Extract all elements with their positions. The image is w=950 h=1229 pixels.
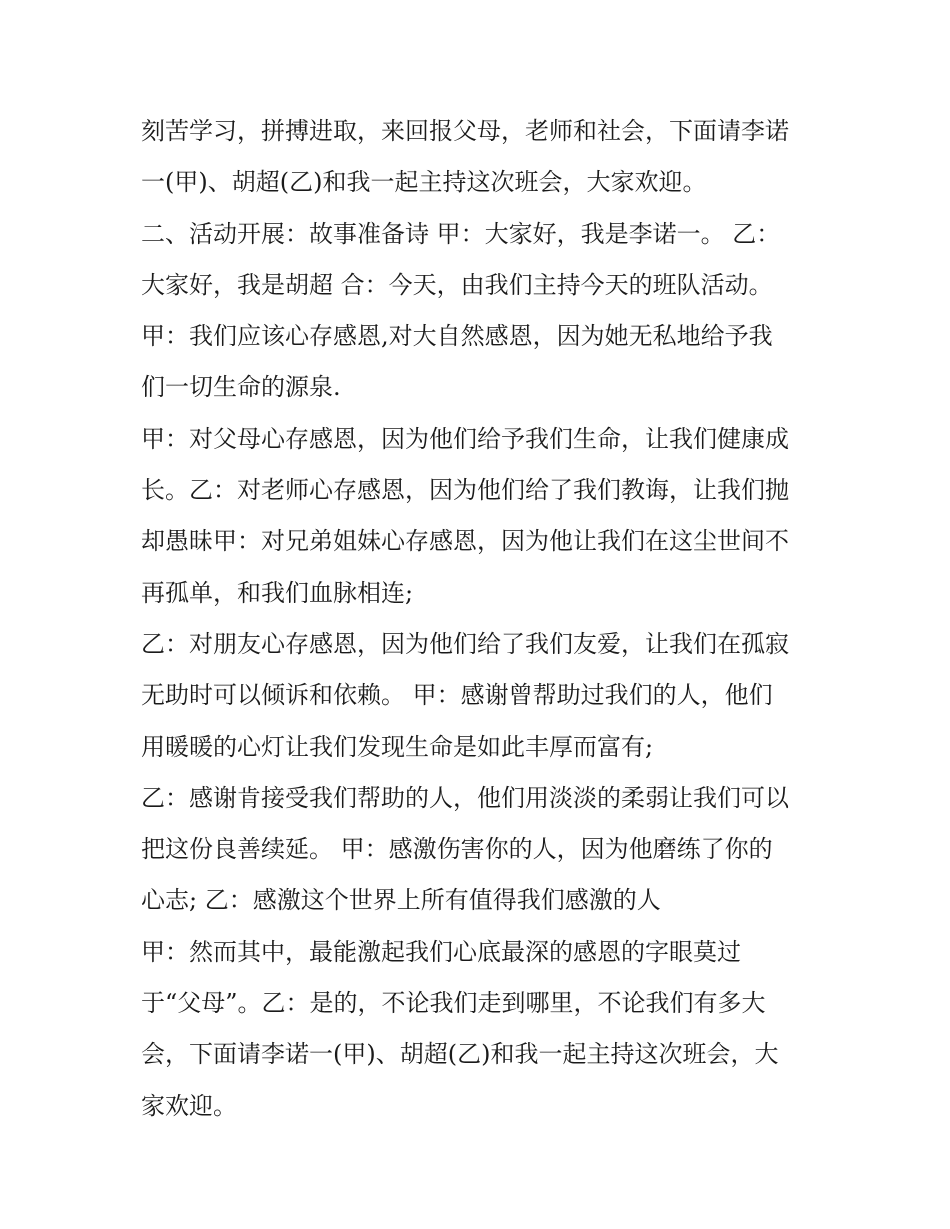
text-line: 用暖暖的心灯让我们发现生命是如此丰厚而富有; [141, 732, 654, 761]
text-line: 乙：对朋友心存感恩，因为他们给了我们友爱，让我们在孤寂 [141, 629, 789, 658]
text-line: 甲：对父母心存感恩，因为他们给予我们生命，让我们健康成 [141, 424, 789, 453]
text-line: 们一切生命的源泉. [141, 373, 341, 402]
text-line: 长。乙：对老师心存感恩，因为他们给了我们教诲，让我们抛 [141, 476, 789, 505]
text-line: 无助时可以倾诉和依赖。 甲：感谢曾帮助过我们的人，他们 [141, 681, 773, 710]
text-line: 甲：我们应该心存感恩,对大自然感恩，因为她无私地给予我 [141, 322, 773, 351]
body-text [141, 106, 821, 1132]
text-line: 甲：然而其中，最能激起我们心底最深的感恩的字眼莫过 [141, 937, 741, 966]
text-line: 心志; 乙：感激这个世界上所有值得我们感激的人 [141, 886, 661, 915]
text-line: 家欢迎。 [141, 1091, 237, 1120]
text-line: 刻苦学习，拼搏进取，来回报父母，老师和社会，下面请李诺 [141, 117, 789, 145]
text-line: 一(甲)、胡超(乙)和我一起主持这次班会，大家欢迎。 [141, 168, 707, 197]
text-line: 二、活动开展：故事准备诗 甲：大家好，我是李诺一。 乙： [141, 219, 781, 248]
text-line: 再孤单，和我们血脉相连; [141, 578, 414, 607]
text-line: 却愚昧甲：对兄弟姐妹心存感恩，因为他让我们在这尘世间不 [141, 527, 789, 556]
text-line: 乙：感谢肯接受我们帮助的人，他们用淡淡的柔弱让我们可以 [141, 783, 789, 812]
text-line: 大家好，我是胡超 合：今天，由我们主持今天的班队活动。 [141, 270, 773, 299]
text-line: 于“父母”。乙：是的，不论我们走到哪里，不论我们有多大 [141, 989, 766, 1018]
text-line: 会，下面请李诺一(甲)、胡超(乙)和我一起主持这次班会，大 [141, 1040, 779, 1069]
text-line: 把这份良善续延。 甲：感激伤害你的人，因为他磨练了你的 [141, 835, 773, 864]
